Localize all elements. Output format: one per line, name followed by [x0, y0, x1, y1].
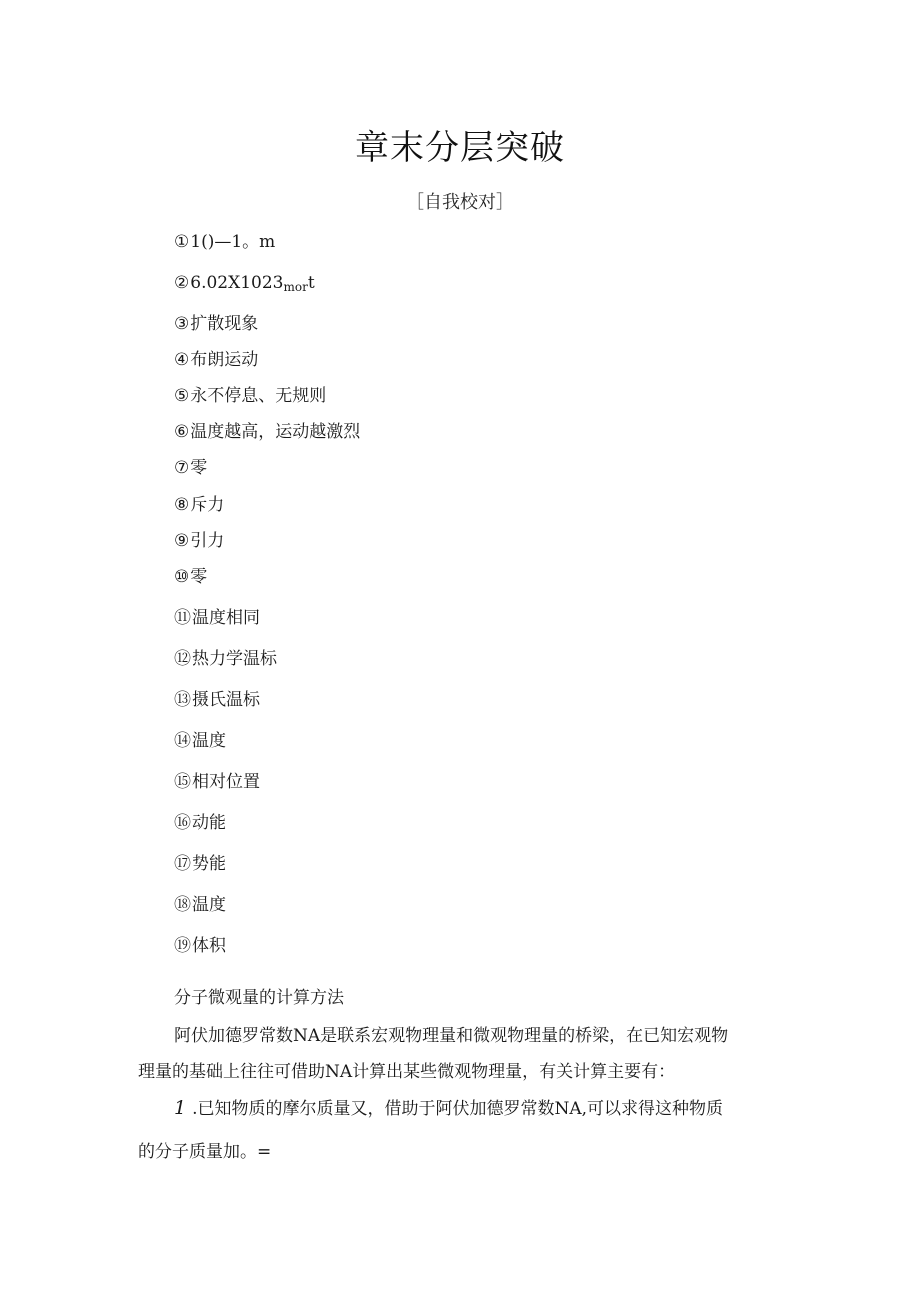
- item-text: 体积: [192, 936, 226, 956]
- item-number: ⑫: [174, 649, 191, 669]
- list-item: [174, 607, 260, 629]
- paragraph-line: 理量的基础上往往可借助NA计算出某些微观物理量，有关计算主要有：: [138, 1062, 676, 1082]
- item-text: 摄氏温标: [192, 690, 260, 710]
- item-number: ⑧: [174, 495, 190, 515]
- item-text: 零: [190, 458, 208, 478]
- page-title: 章末分层突破: [355, 128, 565, 168]
- item-number: ⑱: [174, 895, 191, 915]
- item-text: 永不停息、无规则: [190, 386, 327, 406]
- paragraph-line: [174, 1097, 723, 1120]
- page-subtitle: ［自我校对］: [406, 192, 514, 213]
- item-text: 零: [190, 567, 208, 587]
- list-item: [174, 313, 258, 335]
- list-item: [174, 530, 224, 552]
- list-item: [174, 231, 275, 253]
- item-number: ⑪: [174, 608, 191, 628]
- item-number: ⑦: [174, 458, 190, 478]
- item-text: 势能: [192, 854, 226, 874]
- item-number: ⑬: [174, 690, 191, 710]
- paragraph-line: 的分子质量加。=: [138, 1142, 272, 1162]
- item-number: ⑮: [174, 772, 191, 792]
- item-number: ⑤: [174, 386, 190, 406]
- list-item: [174, 385, 326, 407]
- item-number: ⑥: [174, 422, 190, 442]
- item-number: ⑩: [174, 567, 190, 587]
- list-item: [174, 730, 226, 752]
- item-number: ②: [174, 273, 190, 293]
- item-text-tail: t: [307, 273, 315, 293]
- list-item: [174, 812, 226, 834]
- item-text: 1()—1。m: [190, 232, 276, 252]
- item-text: 布朗运动: [190, 350, 259, 370]
- list-item: [174, 272, 315, 298]
- list-item: [174, 853, 226, 875]
- item-text: 温度相同: [192, 608, 260, 628]
- item-number: ⑯: [174, 813, 191, 833]
- section-heading: 分子微观量的计算方法: [174, 988, 344, 1008]
- list-item: [174, 421, 360, 443]
- item-number: ③: [174, 314, 190, 334]
- item-number: ⑰: [174, 854, 191, 874]
- list-item: [174, 935, 226, 957]
- item-text: 扩散现象: [190, 314, 259, 334]
- item-text: 引力: [190, 531, 225, 551]
- item-number: ④: [174, 350, 190, 370]
- list-item: [174, 689, 260, 711]
- item-text: 动能: [192, 813, 226, 833]
- list-item: [174, 494, 224, 516]
- list-item: [174, 648, 277, 670]
- item-text: 温度越高，运动越激烈: [190, 422, 361, 442]
- paragraph-number: 1: [174, 1097, 187, 1119]
- list-item: [174, 457, 207, 479]
- item-number: ①: [174, 232, 190, 252]
- item-number: ⑭: [174, 731, 191, 751]
- list-item: [174, 566, 207, 588]
- item-text-subscript: mor: [283, 280, 308, 294]
- paragraph-line: 阿伏加德罗常数NA是联系宏观物理量和微观物理量的桥梁，在已知宏观物: [174, 1026, 729, 1046]
- paragraph-text: .已知物质的摩尔质量又，借助于阿伏加德罗常数NA,可以求得这种物质: [192, 1099, 724, 1119]
- item-text: 温度: [192, 731, 226, 751]
- item-text: 斥力: [190, 495, 225, 515]
- list-item: [174, 894, 226, 916]
- list-item: [174, 349, 258, 371]
- item-number: ⑨: [174, 531, 190, 551]
- item-text: 热力学温标: [192, 649, 277, 669]
- item-text: 6.02X1023: [190, 273, 284, 293]
- list-item: [174, 771, 260, 793]
- item-text: 温度: [192, 895, 226, 915]
- item-text: 相对位置: [192, 772, 260, 792]
- item-number: ⑲: [174, 936, 191, 956]
